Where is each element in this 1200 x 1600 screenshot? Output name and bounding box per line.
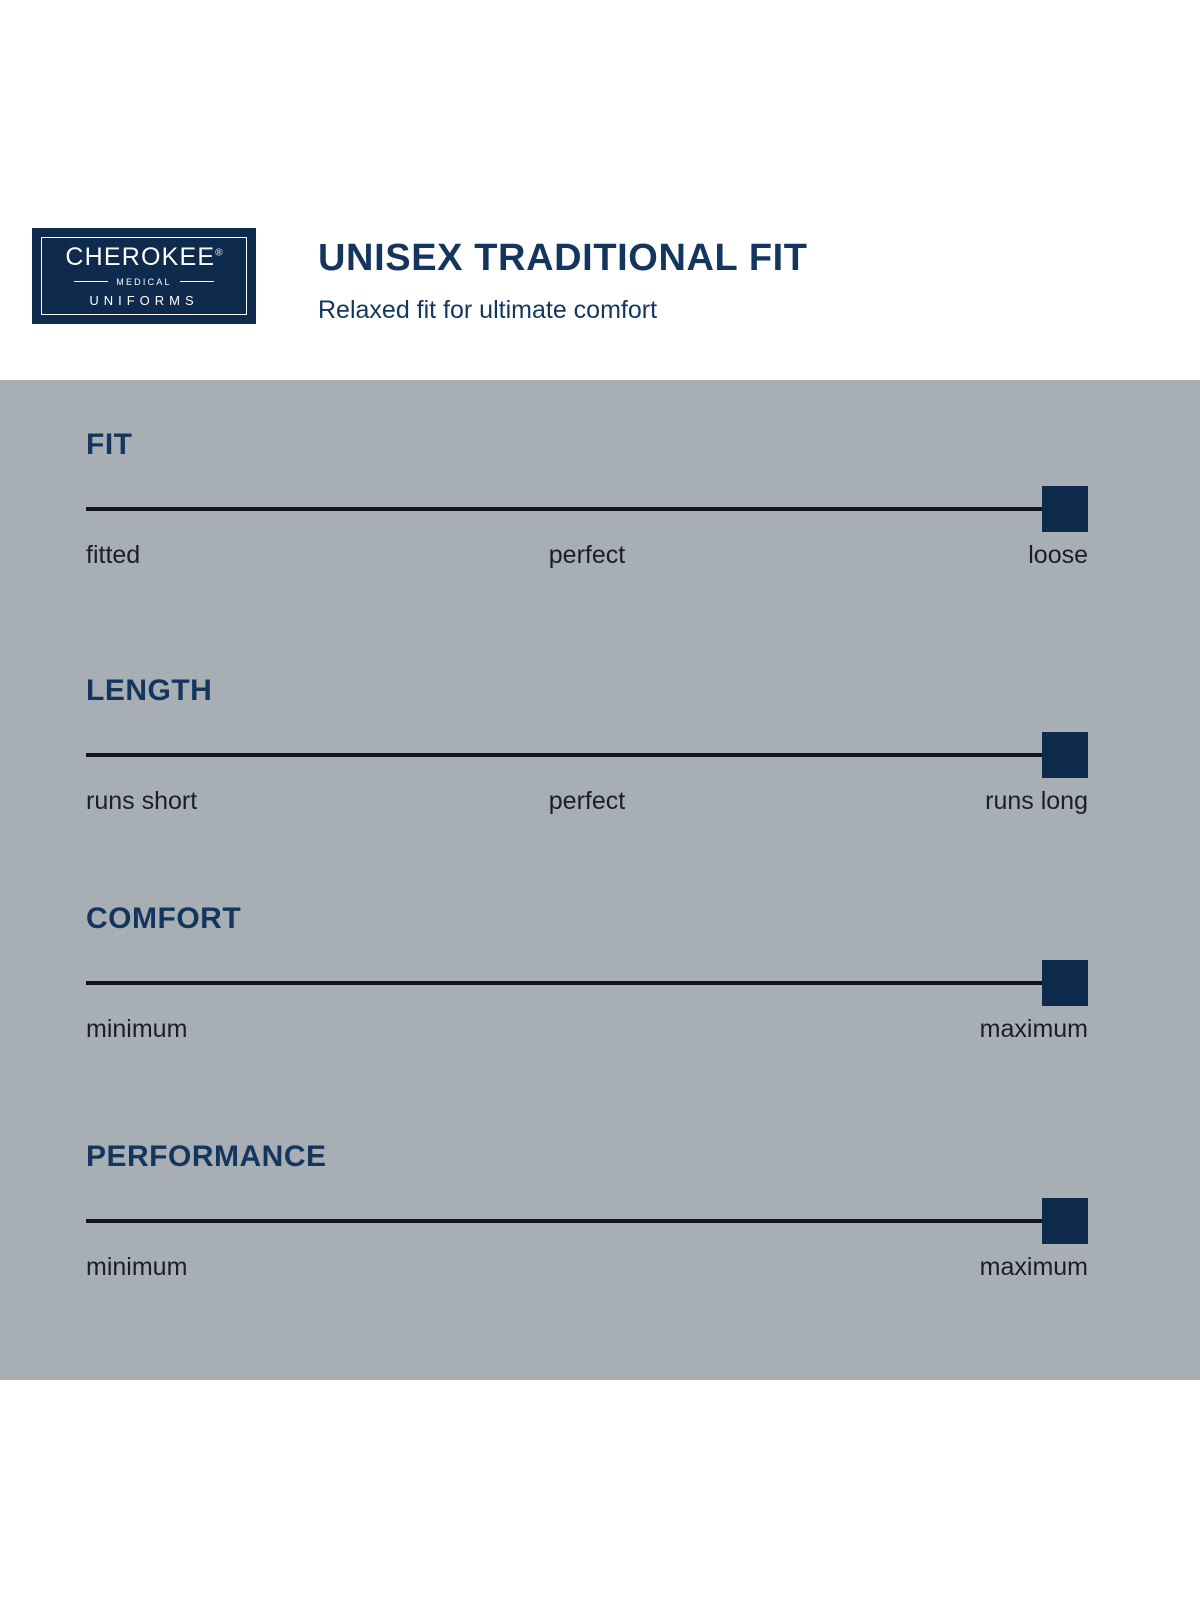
meter-fit-slider[interactable] <box>86 486 1088 532</box>
meter-length-thumb[interactable] <box>1042 732 1088 778</box>
meter-comfort-thumb[interactable] <box>1042 960 1088 1006</box>
header <box>0 0 1200 380</box>
meter-performance-track <box>86 1219 1088 1223</box>
meter-performance-scale-low: minimum <box>86 1253 188 1281</box>
meter-length-scale <box>86 787 1088 821</box>
meter-comfort <box>86 904 1088 1049</box>
brand-name <box>65 242 223 271</box>
meter-fit-scale <box>86 541 1088 575</box>
meter-length-scale-high: runs long <box>985 787 1088 815</box>
meter-length-slider[interactable] <box>86 732 1088 778</box>
meter-comfort-scale-low: minimum <box>86 1015 188 1043</box>
meter-comfort-scale <box>86 1015 1088 1049</box>
brand-medical-row <box>42 277 246 287</box>
meter-performance-scale <box>86 1253 1088 1287</box>
meter-fit-label: FIT <box>86 428 133 461</box>
registered-trademark-icon: ® <box>215 247 223 259</box>
meter-performance-scale-high: maximum <box>979 1253 1088 1281</box>
brand-rule-left-icon <box>74 281 108 282</box>
meter-length-scale-low: runs short <box>86 787 198 815</box>
meter-performance-thumb[interactable] <box>1042 1198 1088 1244</box>
page-subtitle: Relaxed fit for ultimate comfort <box>318 296 658 324</box>
brand-uniforms-text: UNIFORMS <box>89 292 199 308</box>
meter-comfort-label: COMFORT <box>86 902 242 935</box>
meter-fit <box>86 430 1088 575</box>
fit-meter-panel <box>0 380 1200 1380</box>
brand-logo <box>32 228 256 324</box>
brand-medical-text: MEDICAL <box>116 276 172 287</box>
meter-fit-scale-low: fitted <box>86 541 141 569</box>
brand-logo-inner-frame <box>41 237 247 315</box>
page-title: UNISEX TRADITIONAL FIT <box>318 237 808 279</box>
meter-length-track <box>86 753 1088 757</box>
meter-fit-scale-mid: perfect <box>548 541 626 569</box>
meter-fit-scale-high: loose <box>1028 541 1088 569</box>
meter-performance-label: PERFORMANCE <box>86 1140 327 1173</box>
meter-fit-track <box>86 507 1088 511</box>
meter-comfort-slider[interactable] <box>86 960 1088 1006</box>
meter-length <box>86 676 1088 821</box>
meter-length-label: LENGTH <box>86 674 213 707</box>
meter-comfort-track <box>86 981 1088 985</box>
brand-name-text: CHEROKEE <box>65 242 216 271</box>
meter-length-scale-mid: perfect <box>548 787 626 815</box>
brand-rule-right-icon <box>180 281 214 282</box>
meter-performance <box>86 1142 1088 1287</box>
meter-performance-slider[interactable] <box>86 1198 1088 1244</box>
meter-fit-thumb[interactable] <box>1042 486 1088 532</box>
meter-comfort-scale-high: maximum <box>979 1015 1088 1043</box>
